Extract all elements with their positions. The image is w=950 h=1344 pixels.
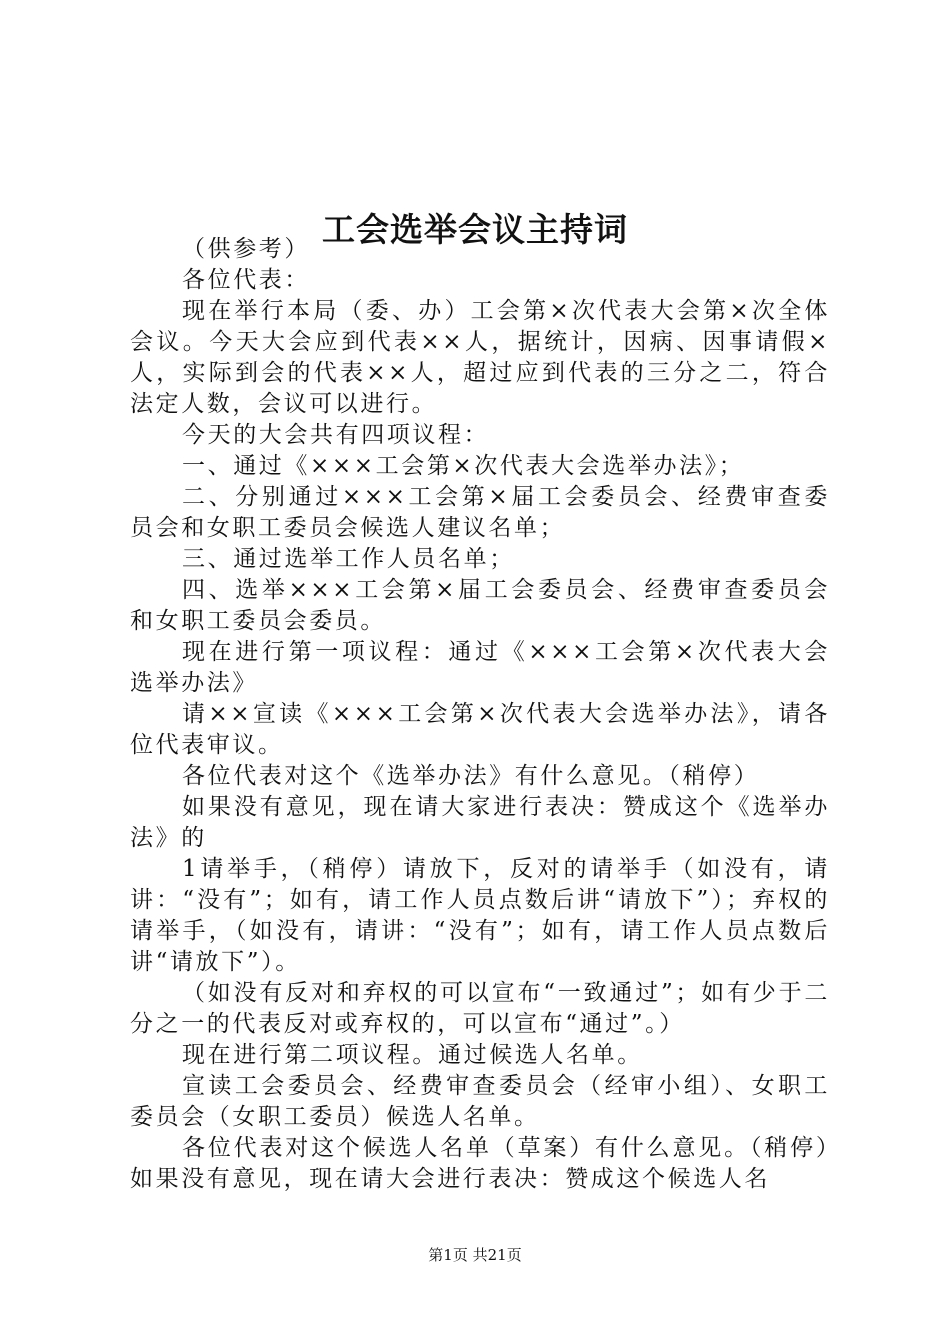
paragraph: （如没有反对和弃权的可以宣布“一致通过”；如有少于二分之一的代表反对或弃权的，可以宣布“通过”。） [130, 980, 830, 1037]
paragraph: 现在进行第二项议程。通过候选人名单。 [182, 1042, 643, 1068]
page-indicator: 第1页 共21页 [428, 1246, 522, 1264]
paragraph: 一、通过《×××工会第×次代表大会选举办法》； [182, 453, 745, 479]
paragraph: （供参考） [182, 236, 310, 262]
document-body [130, 234, 830, 1195]
paragraph: 各位代表对这个《选举办法》有什么意见。（稍停） [182, 763, 760, 789]
paragraph: 各位代表： [182, 267, 310, 293]
paragraph: 今天的大会共有四项议程： [182, 422, 490, 448]
paragraph: 三、通过选举工作人员名单； [182, 546, 515, 572]
paragraph: 各位代表对这个候选人名单（草案）有什么意见。（稍停）如果没有意见，现在请大会进行表决：赞成这个候选人名 [130, 1135, 830, 1192]
paragraph: 二、分别通过×××工会第×届工会委员会、经费审查委员会和女职工委员会候选人建议名单； [130, 484, 830, 541]
paragraph: 请××宣读《×××工会第×次代表大会选举办法》，请各位代表审议。 [130, 701, 830, 758]
paragraph: 1请举手，（稍停）请放下，反对的请举手（如没有，请讲：“没有”；如有，请工作人员点数后讲“请放下”）；弃权的请举手，（如没有，请讲：“没有”；如有，请工作人员点数后讲“请放下”）。 [130, 856, 830, 975]
paragraph: 如果没有意见，现在请大家进行表决：赞成这个《选举办法》的 [130, 794, 830, 851]
paragraph: 宣读工会委员会、经费审查委员会（经审小组）、女职工委员会（女职工委员）候选人名单。 [130, 1073, 830, 1130]
paragraph: 现在举行本局（委、办）工会第×次代表大会第×次全体会议。今天大会应到代表××人，据统计，因病、因事请假×人，实际到会的代表××人，超过应到代表的三分之二，符合法定人数，会议可以进行。 [130, 298, 830, 417]
paragraph: 现在进行第一项议程：通过《×××工会第×次代表大会选举办法》 [130, 639, 830, 696]
document-title: 工会选举会议主持词 [322, 210, 628, 250]
paragraph: 四、选举×××工会第×届工会委员会、经费审查委员会和女职工委员会委员。 [130, 577, 830, 634]
